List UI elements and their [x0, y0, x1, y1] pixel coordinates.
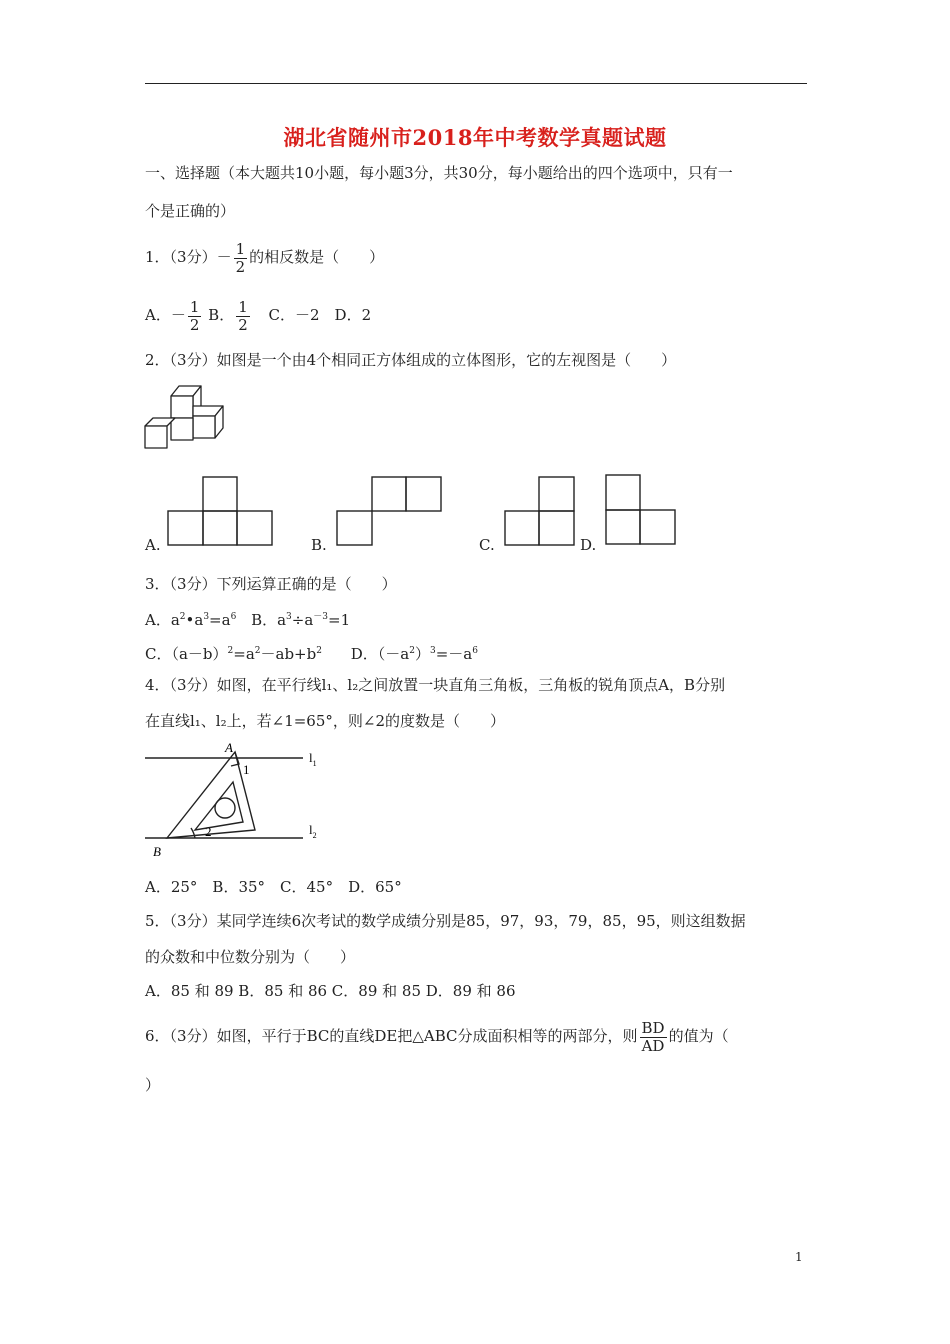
q1-frac-den: 2: [235, 257, 246, 276]
question-5-line-2: 的众数和中位数分别为（ ）: [145, 948, 356, 966]
q3-options-a-b: [145, 607, 350, 630]
q6-suffix: 的值为（: [668, 1027, 729, 1045]
section-heading-line-2: 个是正确的）: [145, 202, 236, 220]
q3-d-close: ）: [414, 645, 430, 663]
q3-b-base1: B．a: [251, 611, 287, 629]
q1-prefix: 1．（3分）－: [145, 248, 232, 266]
q3-option-a[interactable]: [145, 611, 236, 629]
q3-option-d[interactable]: [351, 645, 478, 663]
q2-option-c[interactable]: C.: [479, 536, 495, 554]
q1-option-b-den: 2: [238, 315, 248, 334]
q3-c-base3: －ab+b: [260, 645, 317, 663]
q2-option-a[interactable]: A.: [145, 536, 161, 554]
question-2: 2．（3分）如图是一个由4个相同正方体组成的立体图形，它的左视图是（ ）: [145, 351, 677, 369]
q3-d-base1: D．（－a: [350, 645, 410, 663]
question-6-line-2: ）: [145, 1076, 161, 1094]
q1-frac-num: 1: [235, 239, 246, 258]
q2-cube-figure: [143, 380, 225, 452]
q1-option-a-den: 2: [189, 315, 200, 334]
header-rule: [145, 83, 807, 84]
q2-option-b[interactable]: B.: [311, 536, 327, 554]
q1-option-a-fraction: [188, 299, 202, 334]
q6-frac-den: AD: [641, 1036, 665, 1055]
q4-options[interactable]: A．25° B．35° C．45° D．65°: [145, 878, 402, 896]
q3-a-result: =a: [209, 611, 231, 629]
q3-a-exp2: 3: [203, 612, 210, 622]
q3-b-exp1: 3: [286, 612, 292, 622]
question-1-options: [145, 298, 371, 334]
question-4-line-1: 4．（3分）如图，在平行线l₁、l₂之间放置一块直角三角板，三角板的锐角顶点A，B分别: [145, 676, 726, 694]
q3-c-exp3: 2: [316, 646, 322, 656]
q4-label-l1-sub: 1: [312, 759, 317, 768]
page-title: 湖北省随州市2018年中考数学真题试题: [283, 125, 667, 150]
q4-label-l2-letter: l: [309, 822, 313, 837]
section-heading-line-1: 一、选择题（本大题共10小题，每小题3分，共30分，每小题给出的四个选项中，只有一: [145, 164, 733, 182]
question-3: 3．（3分）下列运算正确的是（ ）: [145, 575, 397, 593]
q3-d-exp3: 6: [472, 646, 478, 656]
question-6: [145, 1018, 729, 1055]
q5-options[interactable]: A．85 和 89 B．85 和 86 C．89 和 85 D．89 和 86: [145, 982, 516, 1000]
q2-option-d[interactable]: D.: [580, 536, 597, 554]
q3-c-exp1: 2: [227, 646, 234, 656]
q4-label-a: A: [225, 740, 233, 755]
q3-options-c-d: [145, 641, 478, 664]
q1-fraction: [234, 241, 248, 276]
q3-d-result: =－a: [435, 645, 473, 663]
q4-label-angle-2: 2: [205, 824, 212, 839]
q2-option-b-figure: [336, 476, 443, 546]
q3-b-base2: ÷a: [291, 611, 314, 629]
q3-option-b[interactable]: [251, 611, 350, 629]
q1-option-a-num: 1: [189, 297, 200, 316]
q3-a-base1: A．a: [145, 611, 180, 629]
q3-c-base2: =a: [233, 645, 255, 663]
q1-option-b-num: 1: [238, 297, 248, 316]
q3-a-exp3: 6: [230, 612, 237, 622]
q3-b-result: =1: [328, 611, 351, 629]
q3-d-exp2: 3: [429, 646, 436, 656]
question-1: [145, 240, 384, 276]
q4-triangle-figure: [143, 738, 333, 860]
q1-option-a: A．－: [145, 306, 186, 324]
q3-b-exp2: －3: [313, 612, 329, 622]
q4-label-b: B: [153, 844, 161, 859]
q3-a-base2: •a: [185, 611, 204, 629]
question-5-line-1: 5．（3分）某同学连续6次考试的数学成绩分别是85，97，93，79，85，95，则这组数据: [145, 912, 746, 930]
q4-label-l1-letter: l: [309, 750, 313, 765]
q3-c-base1: C．（a－b）: [145, 645, 228, 663]
q2-option-a-figure: [167, 476, 274, 546]
q6-fraction: [640, 1020, 667, 1055]
q2-option-d-figure: [605, 474, 677, 546]
q1-option-b-fraction: [236, 299, 250, 334]
q1-suffix: 的相反数是（ ）: [249, 248, 385, 266]
q2-option-c-figure: [504, 476, 576, 546]
q4-label-l2: [309, 822, 317, 840]
question-4-line-2: 在直线l₁、l₂上，若∠1=65°，则∠2的度数是（ ）: [145, 712, 506, 730]
q3-option-c[interactable]: [145, 645, 322, 663]
q1-options-c-d: C．－2 D．2: [268, 306, 372, 324]
q3-a-exp1: 2: [179, 612, 186, 622]
q3-d-exp1: 2: [409, 646, 415, 656]
q4-label-l2-sub: 2: [312, 831, 317, 840]
q3-c-exp2: 2: [254, 646, 261, 656]
q4-label-angle-1: 1: [243, 762, 250, 777]
q4-label-l1: [309, 750, 317, 768]
q6-prefix: 6．（3分）如图，平行于BC的直线DE把△ABC分成面积相等的两部分，则: [145, 1027, 638, 1045]
page-number: 1: [795, 1250, 803, 1264]
q1-option-b: B．: [208, 306, 235, 324]
q6-frac-num: BD: [641, 1018, 665, 1037]
